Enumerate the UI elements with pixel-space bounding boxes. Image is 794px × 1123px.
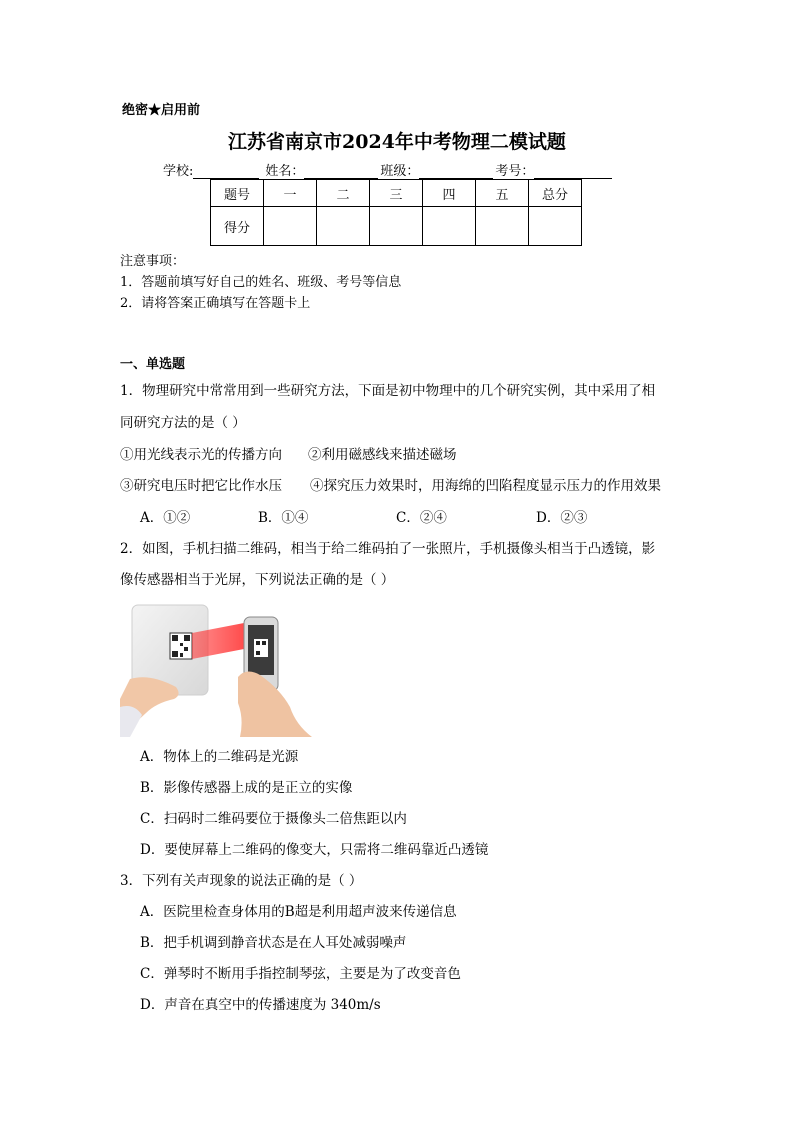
note-item: 2．请将答案正确填写在答题卡上 [120,296,311,311]
question-1-text: 同研究方法的是（ ） [120,415,246,431]
option-b[interactable]: B．①④ [258,510,309,526]
question-1-text: 1．物理研究中常常用到一些研究方法，下面是初中物理中的几个研究实例，其中采用了相 [120,383,656,399]
name-label: 姓名： [265,164,305,179]
score-entry-cell[interactable] [370,207,423,246]
question-1-item: ③研究电压时把它比作水压 [120,478,282,494]
score-cell: 题号 [211,180,264,207]
score-entry-cell[interactable] [529,207,582,246]
exam-number-label: 考号： [495,164,535,179]
option-d[interactable]: D．②③ [536,510,588,526]
score-cell: 四 [423,180,476,207]
name-blank[interactable] [304,164,378,179]
score-entry-cell[interactable] [423,207,476,246]
score-table-score-row [211,207,582,246]
question-2-text: 像传感器相当于光屏，下列说法正确的是（ ） [120,572,395,588]
option-a[interactable]: A．物体上的二维码是光源 [140,749,299,765]
question-2-text: 2．如图，手机扫描二维码，相当于给二维码拍了一张照片，手机摄像头相当于凸透镜，影 [120,541,656,557]
score-entry-cell[interactable] [264,207,317,246]
option-c[interactable]: C．扫码时二维码要位于摄像头二倍焦距以内 [140,811,407,827]
score-cell: 五 [476,180,529,207]
option-d[interactable]: D．要使屏幕上二维码的像变大，只需将二维码靠近凸透镜 [140,842,489,858]
score-cell: 得分 [211,207,264,246]
score-entry-cell[interactable] [317,207,370,246]
note-item: 1．答题前填写好自己的姓名、班级、考号等信息 [120,275,402,290]
score-cell: 总分 [529,180,582,207]
option-b[interactable]: B．影像传感器上成的是正立的实像 [140,780,353,796]
option-a[interactable]: A．医院里检查身体用的B超是利用超声波来传递信息 [140,904,457,920]
student-info-line [163,160,612,179]
score-cell: 一 [264,180,317,207]
score-entry-cell[interactable] [476,207,529,246]
exam-number-blank[interactable] [534,164,612,179]
option-d[interactable]: D．声音在真空中的传播速度为 340m/s [140,997,381,1013]
qr-scan-photo [120,603,312,737]
option-b[interactable]: B．把手机调到静音状态是在人耳处减弱噪声 [140,935,407,951]
score-cell: 二 [317,180,370,207]
score-table-header-row [211,180,582,207]
question-1-item: ④探究压力效果时，用海绵的凹陷程度显示压力的作用效果 [310,478,661,494]
section-heading: 一、单选题 [120,357,186,372]
notes-heading: 注意事项： [120,254,186,269]
option-c[interactable]: C．②④ [396,510,447,526]
score-cell: 三 [370,180,423,207]
exam-title: 江苏省南京市2024年中考物理二模试题 [228,131,566,153]
option-a[interactable]: A．①② [140,510,191,526]
confidential-label: 绝密★启用前 [122,103,201,118]
question-1-item: ①用光线表示光的传播方向 [120,447,282,463]
option-c[interactable]: C．弹琴时不断用手指控制琴弦，主要是为了改变音色 [140,966,461,982]
school-label: 学校: [163,164,194,179]
class-blank[interactable] [419,164,493,179]
score-table [210,179,582,246]
class-label: 班级： [380,164,420,179]
school-blank[interactable] [193,164,259,179]
question-1-item: ②利用磁感线来描述磁场 [308,447,457,463]
question-3-text: 3．下列有关声现象的说法正确的是（ ） [120,873,363,889]
